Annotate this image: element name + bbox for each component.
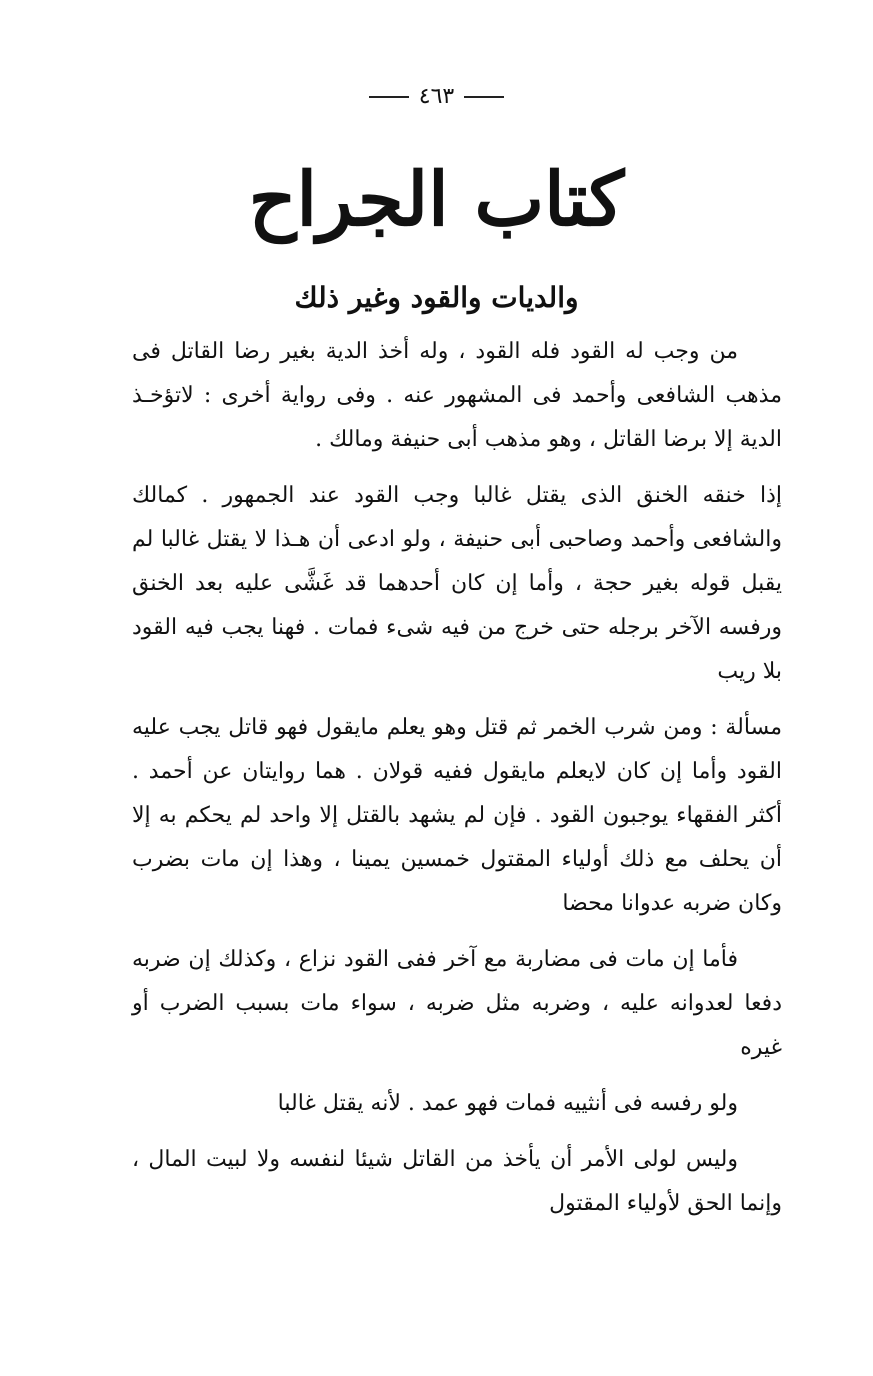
paragraph-1: من وجب له القود فله القود ، وله أخذ الدية بغير رضا القاتل فى مذهب الشافعى وأحمد فى المشهور عنه . وفى رواية أخرى : لاتؤخـذ الدية إلا برضا القاتل ، وهو مذهب أبى حنيفة ومالك .	[132, 339, 782, 452]
paragraph-6: وليس لولى الأمر أن يأخذ من القاتل شيئا لنفسه ولا لبيت المال ، وإنما الحق لأولياء المقتول	[132, 1147, 782, 1216]
chapter-title: كتاب الجراح	[248, 157, 625, 243]
paragraph-4: فأما إن مات فى مضاربة مع آخر ففى القود نزاع ، وكذلك إن ضربه دفعا لعدوانه عليه ، وضربه مثل ضربه ، سواء مات بسبب الضرب أو غيره	[132, 947, 782, 1060]
paragraph-5: ولو رفسه فى أنثييه فمات فهو عمد . لأنه يقتل غالبا	[277, 1091, 738, 1116]
right-dash	[464, 96, 504, 98]
paragraph-2: إذا خنقه الخنق الذى يقتل غالبا وجب القود عند الجمهور . كمالك والشافعى وأحمد وصاحبى أبى حنيفة ، ولو ادعى أن هـذا لا يقتل غالبا لم يقبل قوله بغير حجة ، وأما إن كان أحدهما قد غَشَّى عليه بعد الخنق ورفسه الآخر برجله حتى خرج من فيه شىء فمات . فهنا يجب فيه القود بلا ريب	[132, 483, 782, 684]
page-number-text: ٤٦٣	[418, 84, 455, 109]
body-text	[132, 330, 782, 1238]
page-number	[0, 84, 873, 109]
chapter-subtitle: والديات والقود وغير ذلك	[294, 281, 579, 314]
left-dash	[369, 96, 409, 98]
paragraph-3: مسألة : ومن شرب الخمر ثم قتل وهو يعلم مايقول فهو قاتل يجب عليه القود وأما إن كان لايعلم مايقول ففيه قولان . هما روايتان عن أحمد . أكثر الفقهاء يوجبون القود . فإن لم يشهد بالقتل إلا واحد لم يحكم به إلا أن يحلف مع ذلك أولياء المقتول خمسين يمينا ، وهذا إن مات بضرب وكان ضربه عدوانا محضا	[132, 715, 782, 916]
